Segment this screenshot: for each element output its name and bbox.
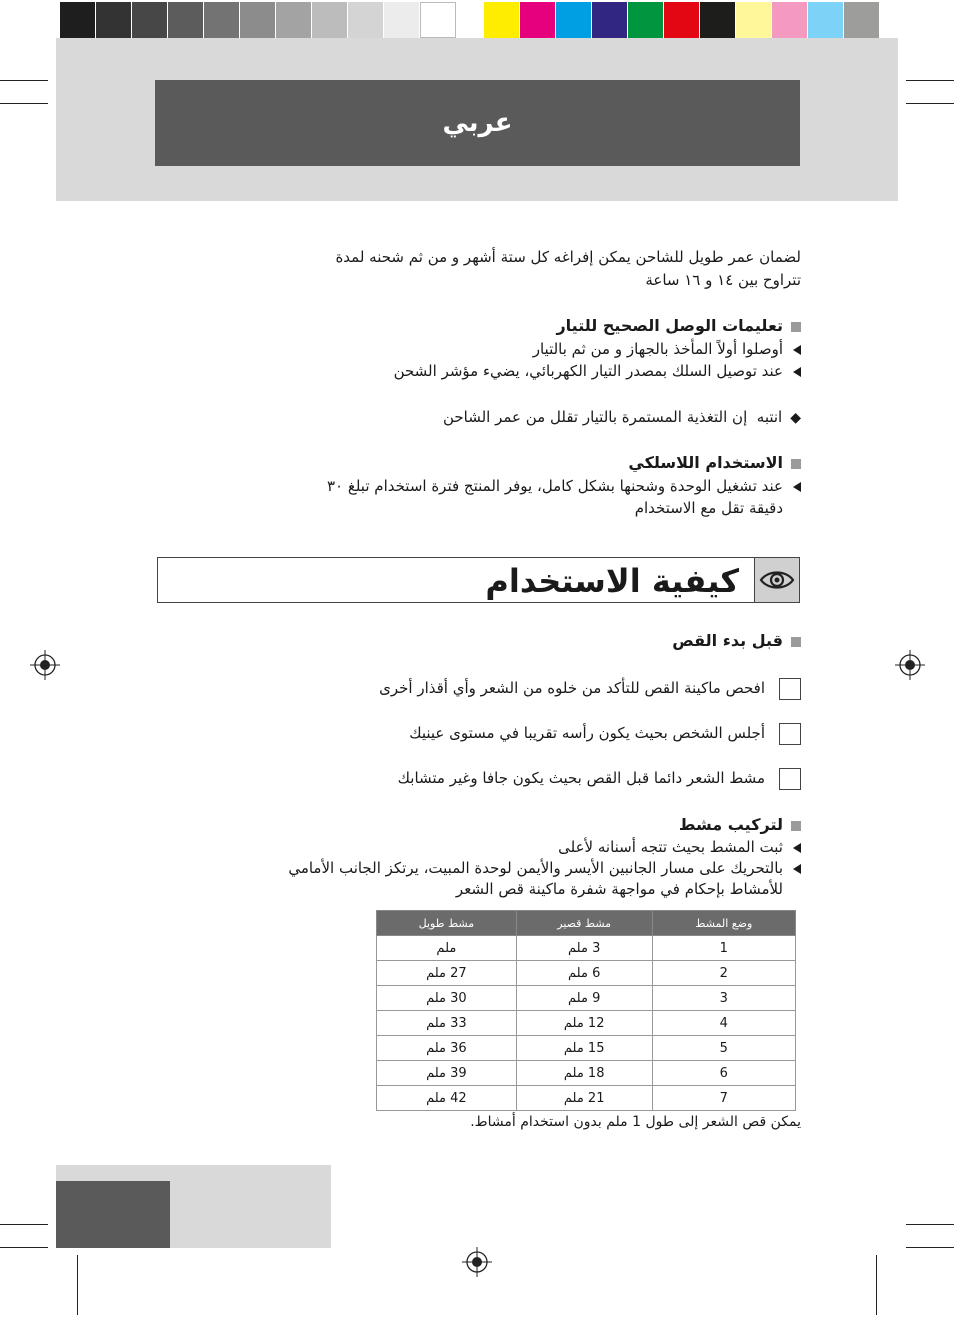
bullet-arrow-icon [793, 843, 801, 853]
table-row [377, 936, 796, 961]
table-cell: 3 ملم [516, 936, 652, 961]
table-cell: 39 ملم [377, 1061, 517, 1086]
table-cell: 42 ملم [377, 1086, 517, 1111]
table-cell: 4 [652, 1011, 795, 1036]
color-swatch [240, 2, 276, 38]
table-header-row [377, 911, 796, 936]
cordless-bullet-1-cont: دقيقة تقل مع الاستخدام [634, 499, 783, 517]
table-cell: 21 ملم [516, 1086, 652, 1111]
table-cell: 7 [652, 1086, 795, 1111]
gray-calibration-bar [60, 2, 456, 38]
column-header: مشط طويل [377, 911, 517, 936]
comb-bullet-2: بالتحريك على مسار الجانبين الأيسر والأيمن لوحدة المبيت، يرتكز الجانب الأمامي [288, 857, 801, 879]
table-cell: 15 ملم [516, 1036, 652, 1061]
warning-note: ◆انتبه إن التغذية المستمرة بالتيار تقلل من عمر الشاحن [442, 408, 801, 426]
color-swatch [484, 2, 520, 38]
attach-comb-heading: لتركيب مشط [679, 814, 801, 836]
connect-heading: تعليمات الوصل الصحيح للتيار [556, 315, 801, 337]
table-row [377, 986, 796, 1011]
section-square-icon [791, 637, 801, 647]
table-cell: ملم [377, 936, 517, 961]
registration-mark-icon [895, 650, 925, 680]
table-cell: 33 ملم [377, 1011, 517, 1036]
crop-mark [906, 80, 954, 81]
comb-settings-table [376, 910, 796, 1111]
crop-mark [906, 1224, 954, 1225]
eye-icon [755, 558, 799, 602]
footer-note: يمكن قص الشعر إلى طول 1 ملم بدون استخدام أمشاط. [470, 1114, 801, 1130]
crop-mark [906, 1247, 954, 1248]
before-cutting-heading: قبل بدء القص [672, 630, 801, 652]
crop-mark [77, 1255, 78, 1315]
table-cell: 36 ملم [377, 1036, 517, 1061]
crop-mark [0, 103, 48, 104]
registration-mark-icon [462, 1247, 492, 1277]
color-swatch [736, 2, 772, 38]
color-swatch [520, 2, 556, 38]
color-swatch [276, 2, 312, 38]
table-row [377, 961, 796, 986]
crop-mark [0, 80, 48, 81]
bullet-arrow-icon [793, 482, 801, 492]
table-row [377, 1061, 796, 1086]
color-swatch [844, 2, 880, 38]
section-square-icon [791, 459, 801, 469]
registration-mark-icon [30, 650, 60, 680]
table-cell: 3 [652, 986, 795, 1011]
page-title: عربي [442, 108, 513, 138]
column-header: مشط قصير [516, 911, 652, 936]
page-number-block [56, 1181, 170, 1248]
crop-mark [876, 1255, 877, 1315]
crop-mark [906, 103, 954, 104]
bullet-arrow-icon [793, 345, 801, 355]
bullet-arrow-icon [793, 864, 801, 874]
color-swatch [204, 2, 240, 38]
table-cell: 30 ملم [377, 986, 517, 1011]
table-cell: 27 ملم [377, 961, 517, 986]
how-to-use-title: كيفية الاستخدام [485, 562, 739, 600]
color-swatch [168, 2, 204, 38]
check-item-2: أجلس الشخص بحيث يكون رأسه تقريبا في مستوى عينيك [409, 721, 801, 745]
bullet-arrow-icon [793, 367, 801, 377]
eye-icon-cell [754, 558, 799, 602]
color-swatch [312, 2, 348, 38]
table-cell: 6 [652, 1061, 795, 1086]
connect-bullet-1: أوصلوا أولاً المأخذ بالجهاز و من ثم بالتيار [533, 338, 801, 360]
checkbox[interactable] [779, 678, 801, 700]
warning-diamond-icon: ◆ [790, 410, 801, 426]
section-square-icon [791, 821, 801, 831]
comb-bullet-1: ثبت المشط بحيث تتجه أسنانه لأعلى [558, 836, 801, 858]
table-cell: 6 ملم [516, 961, 652, 986]
checkbox[interactable] [779, 723, 801, 745]
table-row [377, 1086, 796, 1111]
check-item-1: افحص ماكينة القص للتأكد من خلوه من الشعر وأي أقذار أخرى [379, 676, 801, 700]
color-swatch [60, 2, 96, 38]
table-cell: 18 ملم [516, 1061, 652, 1086]
connect-bullet-2: عند توصيل السلك بمصدر التيار الكهربائي، يضيء مؤشر الشحن [394, 360, 801, 382]
section-square-icon [791, 322, 801, 332]
table-cell: 9 ملم [516, 986, 652, 1011]
table-cell: 2 [652, 961, 795, 986]
cordless-heading: الاستخدام اللاسلكي [628, 452, 801, 474]
crop-mark [0, 1247, 48, 1248]
color-swatch [96, 2, 132, 38]
color-swatch [592, 2, 628, 38]
table-cell: 12 ملم [516, 1011, 652, 1036]
color-swatch [808, 2, 844, 38]
color-swatch [664, 2, 700, 38]
column-header: وضع المشط [652, 911, 795, 936]
checkbox[interactable] [779, 768, 801, 790]
color-swatch [132, 2, 168, 38]
how-to-use-box [157, 557, 800, 603]
color-swatch [348, 2, 384, 38]
cordless-bullet-1: عند تشغيل الوحدة وشحنها بشكل كامل، يوفر المنتج فترة استخدام تبلغ ٣٠ [327, 475, 801, 497]
table-cell: 1 [652, 936, 795, 961]
check-item-3: مشط الشعر دائما قبل القص بحيث يكون جافا وغير متشابك [398, 766, 801, 790]
table-row [377, 1036, 796, 1061]
color-calibration-bar [484, 2, 880, 38]
table-row [377, 1011, 796, 1036]
color-swatch [420, 2, 456, 38]
color-swatch [556, 2, 592, 38]
crop-mark [0, 1224, 48, 1225]
comb-bullet-2-cont: للأمشاط بإحكام في مواجهة شفرة ماكينة قص الشعر [455, 880, 783, 898]
color-swatch [700, 2, 736, 38]
color-swatch [384, 2, 420, 38]
intro-line-1: لضمان عمر طويل للشاحن يمكن إفراغه كل ستة أشهر و من ثم شحنه لمدة [335, 248, 801, 266]
table-cell: 5 [652, 1036, 795, 1061]
color-swatch [628, 2, 664, 38]
color-swatch [772, 2, 808, 38]
intro-line-2: تتراوح بين ١٤ و ١٦ ساعة [645, 271, 801, 289]
